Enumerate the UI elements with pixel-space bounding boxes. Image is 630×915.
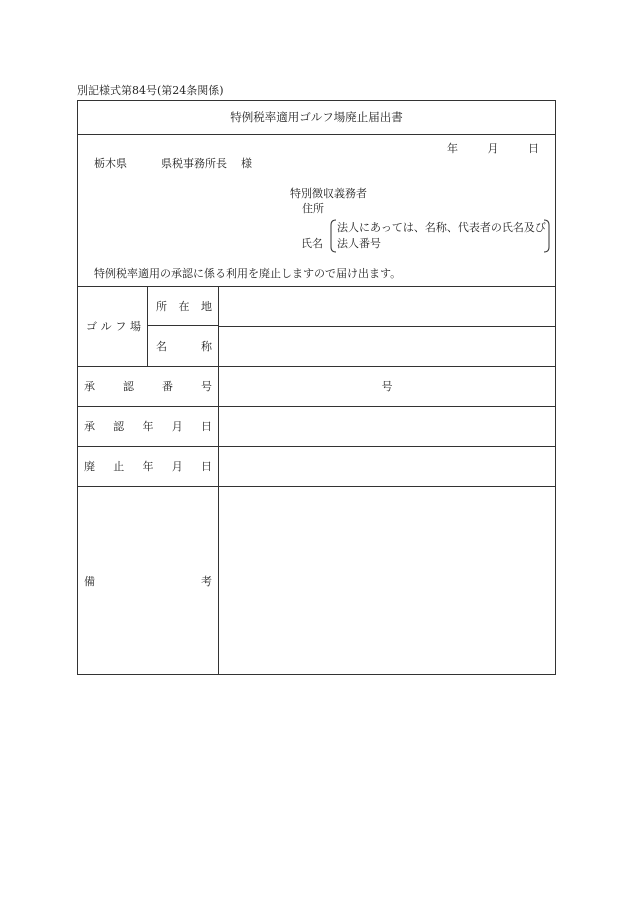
- golf-course-label: [78, 286, 148, 366]
- golf-char: フ: [115, 320, 127, 333]
- form-title: 特例税率適用ゴルフ場廃止届出書: [78, 101, 555, 135]
- approval-number-char: 認: [123, 380, 134, 393]
- location-field[interactable]: [219, 286, 555, 327]
- addressee-prefecture: 栃木県: [94, 157, 127, 170]
- name-note: 法人にあっては、名称、代表者の氏名及び法人番号: [337, 221, 546, 250]
- abolish-date-char: 年: [142, 460, 154, 473]
- abolish-date-char: 月: [171, 460, 183, 473]
- approval-date-field[interactable]: [219, 406, 555, 446]
- approval-number-char: 承: [84, 380, 95, 393]
- abolish-date-label: [78, 446, 219, 486]
- location-char: 地: [201, 299, 212, 313]
- approval-date-char: 月: [171, 420, 183, 433]
- date-day: 日: [528, 142, 539, 155]
- golf-char: ゴ: [86, 320, 97, 333]
- approval-number-char: 号: [201, 380, 212, 393]
- location-label: [148, 286, 219, 326]
- approval-number-char: 番: [162, 380, 173, 393]
- abolish-date-char: 止: [113, 460, 125, 473]
- golf-name-char: 称: [201, 340, 212, 353]
- addressee-honorific: 様: [241, 157, 252, 170]
- date-line: [435, 140, 539, 156]
- golf-char: 場: [129, 320, 141, 333]
- date-month: 月: [487, 142, 499, 155]
- abolish-date-char: 日: [201, 460, 212, 473]
- name-label: 氏名: [301, 237, 323, 250]
- approval-number-suffix: 号: [381, 380, 393, 393]
- approval-date-char: 承: [84, 420, 95, 433]
- remarks-char: 備: [84, 574, 95, 588]
- golf-char: ル: [100, 320, 112, 333]
- address-label: 住所: [302, 202, 324, 215]
- obligor-label: 特別徴収義務者: [290, 187, 367, 200]
- location-char: 在: [178, 299, 190, 313]
- abolish-date-field[interactable]: [219, 446, 555, 486]
- approval-date-char: 認: [113, 420, 125, 433]
- approval-number-field[interactable]: [219, 366, 555, 406]
- golf-course-block: [78, 286, 555, 367]
- statement: 特例税率適用の承認に係る利用を廃止しますので届け出ます。: [94, 267, 402, 280]
- form-reference: 別記様式第84号(第24条関係): [77, 84, 224, 97]
- approval-date-char: 日: [201, 420, 212, 433]
- golf-name-label: [148, 326, 219, 366]
- abolish-date-char: 廃: [84, 460, 95, 473]
- approval-date-row: [78, 406, 555, 447]
- addressee-office: 県税事務所長: [161, 157, 227, 170]
- remarks-row: [78, 486, 555, 675]
- approval-date-char: 年: [142, 420, 154, 433]
- golf-name-field[interactable]: [219, 326, 555, 366]
- approval-number-row: [78, 366, 555, 407]
- approval-number-label: [78, 366, 219, 406]
- abolish-date-row: [78, 446, 555, 487]
- remarks-field[interactable]: [219, 486, 555, 675]
- addressee: [94, 155, 252, 171]
- form-header: [78, 134, 555, 287]
- golf-name-char: 名: [156, 340, 167, 353]
- approval-date-label: [78, 406, 219, 446]
- form-frame: [77, 100, 556, 675]
- location-char: 所: [156, 299, 167, 313]
- remarks-label: [78, 486, 219, 675]
- date-year: 年: [447, 142, 458, 155]
- golf-course-chars: [86, 318, 141, 334]
- remarks-char: 考: [201, 574, 212, 588]
- name-note-bracket: [330, 219, 550, 251]
